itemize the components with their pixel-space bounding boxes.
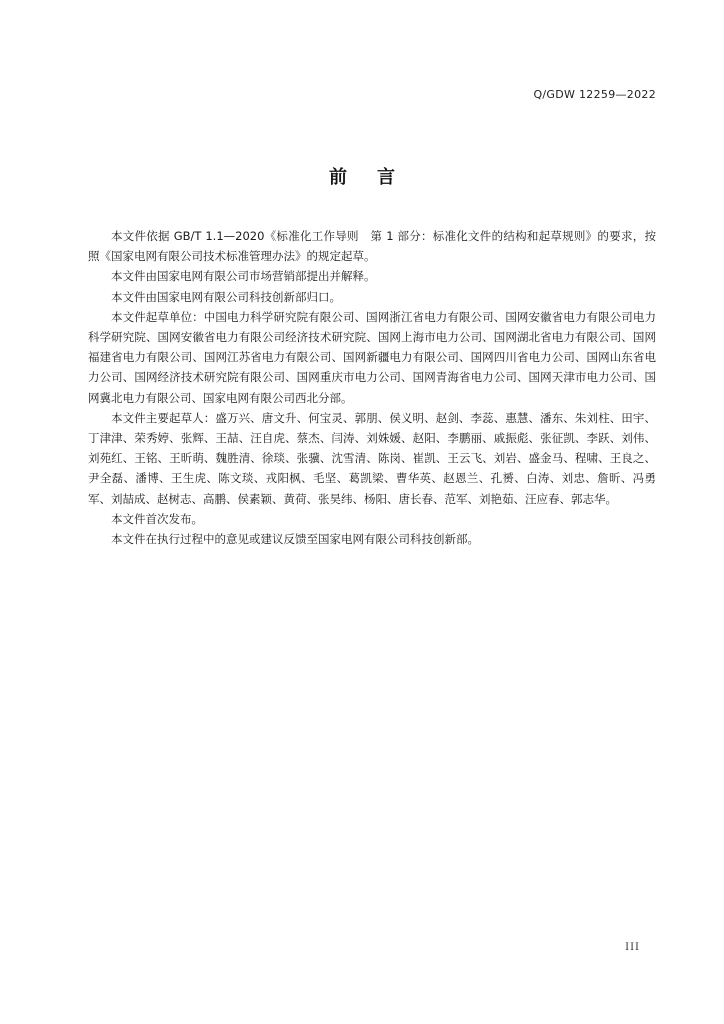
- page-title: 前言: [329, 167, 425, 188]
- foreword-body: [88, 226, 656, 549]
- paragraph-drafting-units: 本文件起草单位：中国电力科学研究院有限公司、国网浙江省电力有限公司、国网安徽省电力有限公司电力科学研究院、国网安徽省电力有限公司经济技术研究院、国网上海市电力公司、国网湖北省电力有限公司、国网福建省电力有限公司、国网江苏省电力有限公司、国网新疆电力有限公司、国网四川省电力公司、国网山东省电力公司、国网经济技术研究院有限公司、国网重庆市电力公司、国网青海省电力公司、国网天津市电力公司、国网冀北电力有限公司、国家电网有限公司西北分部。: [88, 309, 656, 405]
- paragraph-basis: 本文件依据 GB/T 1.1—2020《标准化工作导则 第 1 部分：标准化文件的结构和起草规则》的要求，按照《国家电网有限公司技术标准管理办法》的规定起草。: [88, 229, 656, 264]
- paragraph-proposer: 本文件由国家电网有限公司市场营销部提出并解释。: [111, 269, 376, 284]
- paragraph-centralized: 本文件由国家电网有限公司科技创新部归口。: [111, 289, 341, 304]
- paragraph-drafters: 本文件主要起草人：盛万兴、唐文升、何宝灵、郭朋、侯义明、赵剑、李蕊、惠慧、潘东、朱刘柱、田宇、丁津津、荣秀婷、张辉、王喆、汪自虎、蔡杰、闫涛、刘姝媛、赵阳、李鹏丽、戚振彪、张征凯、李跃、刘伟、刘苑红、王铭、王昕萌、魏胜清、徐琰、张骥、沈雪清、陈岗、崔凯、王云飞、刘岩、盛金马、程啸、王良之、尹全磊、潘博、王生虎、陈文琰、戎阳枫、毛坚、葛凯梁、曹华英、赵恩兰、孔赟、白涛、刘忠、詹昕、冯勇军、刘喆成、赵树志、高鹏、侯素颖、黄荷、张昊纬、杨阳、唐长春、范军、刘艳茹、汪应春、郭志华。: [88, 410, 656, 506]
- standard-number: Q/GDW 12259—2022: [533, 88, 656, 101]
- paragraph-feedback: 本文件在执行过程中的意见或建议反馈至国家电网有限公司科技创新部。: [111, 532, 479, 547]
- paragraph-first-release: 本文件首次发布。: [111, 511, 203, 526]
- page-number: III: [625, 942, 640, 953]
